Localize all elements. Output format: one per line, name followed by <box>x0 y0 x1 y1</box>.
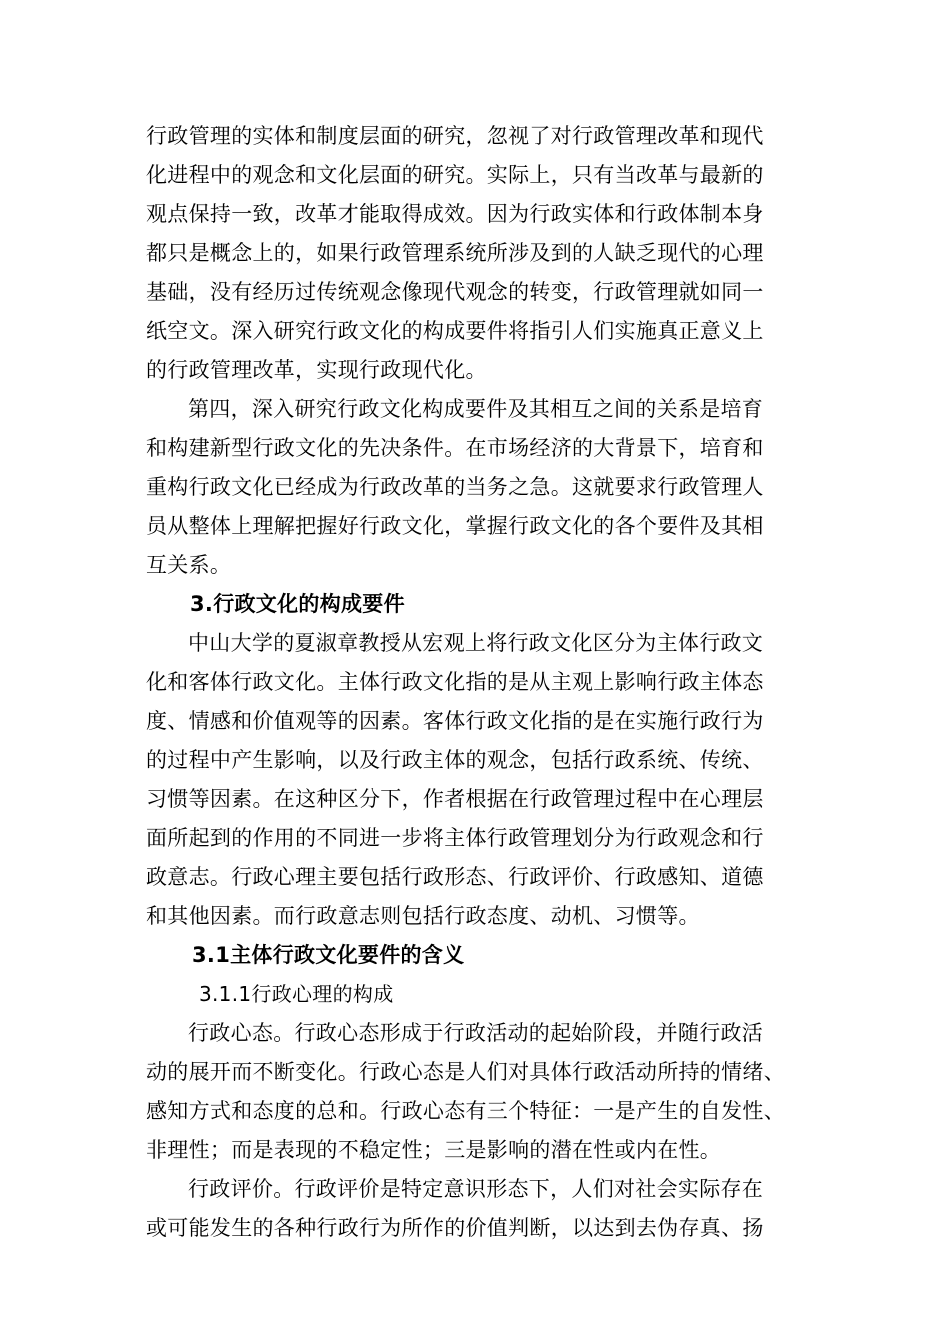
paragraph-line: 动的展开而不断变化。行政心态是人们对具体行政活动所持的情绪、 <box>146 1060 785 1084</box>
paragraph-line: 政意志。行政心理主要包括行政形态、行政评价、行政感知、道德 <box>146 865 764 889</box>
paragraph-line: 第四，深入研究行政文化构成要件及其相互之间的关系是培育 <box>188 397 764 421</box>
paragraph-line: 的过程中产生影响，以及行政主体的观念，包括行政系统、传统、 <box>146 748 764 772</box>
paragraph-line: 化和客体行政文化。主体行政文化指的是从主观上影响行政主体态 <box>146 670 764 694</box>
paragraph-line: 非理性；而是表现的不稳定性；三是影响的潜在性或内在性。 <box>146 1138 722 1162</box>
subsubsection-heading: 3.1.1行政心理的构成 <box>199 982 394 1006</box>
paragraph-line: 习惯等因素。在这种区分下，作者根据在行政管理过程中在心理层 <box>146 787 764 811</box>
paragraph-line: 感知方式和态度的总和。行政心态有三个特征：一是产生的自发性、 <box>146 1099 785 1123</box>
paragraph-line: 化进程中的观念和文化层面的研究。实际上，只有当改革与最新的 <box>146 163 764 187</box>
paragraph-line: 纸空文。深入研究行政文化的构成要件将指引人们实施真正意义上 <box>146 319 764 343</box>
paragraph-line: 行政管理的实体和制度层面的研究，忽视了对行政管理改革和现代 <box>146 124 764 148</box>
paragraph-line: 行政评价。行政评价是特定意识形态下，人们对社会实际存在 <box>188 1177 764 1201</box>
paragraph-line: 员从整体上理解把握好行政文化，掌握行政文化的各个要件及其相 <box>146 514 764 538</box>
paragraph-line: 度、情感和价值观等的因素。客体行政文化指的是在实施行政行为 <box>146 709 764 733</box>
paragraph-line: 和构建新型行政文化的先决条件。在市场经济的大背景下，培育和 <box>146 436 764 460</box>
subsection-heading: 3.1主体行政文化要件的含义 <box>192 943 465 967</box>
paragraph-line: 互关系。 <box>146 553 232 577</box>
paragraph-line: 面所起到的作用的不同进一步将主体行政管理划分为行政观念和行 <box>146 826 764 850</box>
paragraph-line: 中山大学的夏淑章教授从宏观上将行政文化区分为主体行政文 <box>188 631 764 655</box>
paragraph-line: 重构行政文化已经成为行政改革的当务之急。这就要求行政管理人 <box>146 475 764 499</box>
paragraph-line: 和其他因素。而行政意志则包括行政态度、动机、习惯等。 <box>146 904 700 928</box>
paragraph-line: 基础，没有经历过传统观念像现代观念的转变，行政管理就如同一 <box>146 280 764 304</box>
paragraph-line: 行政心态。行政心态形成于行政活动的起始阶段，并随行政活 <box>188 1021 764 1045</box>
paragraph-line: 都只是概念上的，如果行政管理系统所涉及到的人缺乏现代的心理 <box>146 241 764 265</box>
paragraph-line: 的行政管理改革，实现行政现代化。 <box>146 358 487 382</box>
section-heading: 3.行政文化的构成要件 <box>190 592 405 616</box>
paragraph-line: 观点保持一致，改革才能取得成效。因为行政实体和行政体制本身 <box>146 202 764 226</box>
paragraph-line: 或可能发生的各种行政行为所作的价值判断，以达到去伪存真、扬 <box>146 1216 764 1240</box>
